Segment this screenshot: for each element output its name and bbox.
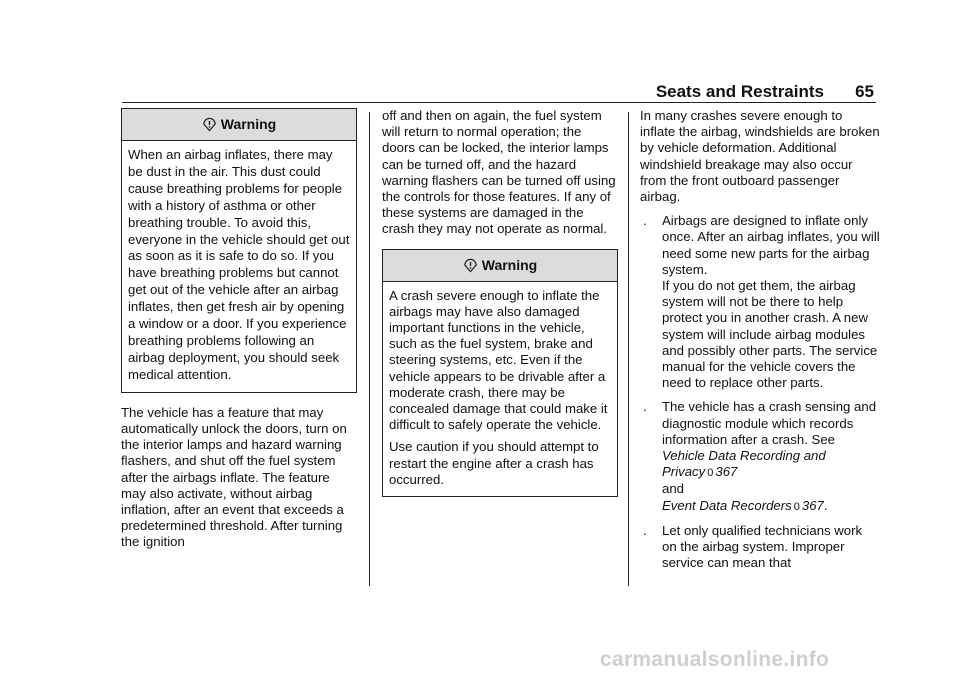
reference-link-vehicle-data[interactable]: Vehicle Data Recording and Privacy	[662, 448, 826, 480]
warning-text: When an airbag inflates, there may be dust in the air. This dust could cause breathing problems for people with a history of asthma or other breathing trouble. To avoid this, everyone in the vehicle should get out as soon as it is safe to do so. If you have breathing problems but cannot get out of the vehicle after an airbag inflates, then get fresh air by opening a window or a door. If you experience breathing problems following an airbag deployment, you should seek medical attention.	[128, 147, 350, 382]
page-ref-number[interactable]: 367	[715, 464, 738, 480]
warning-paragraph-2: Use caution if you should attempt to restart the engine after a crash has occurred.	[389, 439, 599, 487]
warning-header	[122, 109, 356, 141]
bullet-mark: .	[643, 399, 647, 415]
warning-box-crash-damage	[382, 249, 618, 497]
bullet-text-b: If you do not get them, the airbag system will not be there to help protect you in another crash. A new system will include airbag modules and possibly other parts. The service manual for the vehicle covers the need to replace other parts.	[662, 278, 878, 391]
page-ref-number[interactable]: 367	[801, 497, 824, 513]
body-paragraph: The vehicle has a feature that may automatically unlock the doors, turn on the interior lamps and hazard warning flashers, and shut off the fuel system after the airbags inflate. The feature may also activate, without airbag inflation, after an event that exceeds a predetermined threshold. After turning the ignition	[121, 404, 347, 550]
warning-icon	[463, 258, 478, 273]
bullet-text: The vehicle has a crash sensing and diagnostic module which records information after a crash. See	[662, 399, 877, 447]
bullet-list	[640, 213, 880, 571]
column-3	[640, 108, 880, 579]
period: .	[823, 497, 828, 513]
warning-header	[383, 250, 617, 282]
page-ref-arrow-icon: 0	[707, 467, 714, 480]
reference-link-event-data[interactable]: Event Data Recorders	[662, 497, 792, 513]
and-text: and	[662, 481, 685, 497]
warning-title: Warning	[481, 257, 538, 274]
warning-box-dust	[121, 108, 357, 393]
body-paragraph: off and then on again, the fuel system will return to normal operation; the doors can be locked, the interior lamps can be turned off, and the hazard warning flashers can be turned off using the controls for those features. If any of these systems are damaged in the crash they may not operate as normal.	[382, 108, 616, 237]
warning-icon	[202, 117, 217, 132]
page-ref-arrow-icon: 0	[793, 500, 800, 513]
bullet-mark: .	[643, 213, 647, 229]
warning-title: Warning	[220, 116, 277, 133]
intro-paragraph: In many crashes severe enough to inflate the airbag, windshields are broken by vehicle deformation. Additional windshield breakage may also occur from the front outboard passenger airbag.	[640, 108, 880, 205]
column-divider-1	[369, 112, 370, 586]
page-number: 65	[855, 82, 874, 101]
list-item	[640, 399, 880, 514]
column-divider-2	[628, 112, 629, 586]
column-2	[382, 108, 618, 497]
list-item	[640, 523, 880, 572]
warning-body	[122, 141, 356, 392]
bullet-mark: .	[643, 522, 647, 538]
page-header	[122, 80, 876, 103]
watermark: carmanualsonline.info	[600, 648, 830, 671]
column-1	[121, 108, 357, 551]
bullet-text: Let only qualified technicians work on the airbag system. Improper service can mean that	[662, 522, 863, 571]
list-item	[640, 213, 880, 391]
bullet-text-a: Airbags are designed to inflate only once. After an airbag inflates, you will need some new parts for the airbag system.	[662, 213, 880, 277]
warning-paragraph-1: A crash severe enough to inflate the airbags may have also damaged important functions in the vehicle, such as the fuel system, brake and steering systems, etc. Even if the vehicle appears to be drivable after a moderate crash, there may be concealed damage that could make it difficult to safely operate the vehicle.	[389, 287, 608, 433]
section-title: Seats and Restraints	[655, 82, 824, 101]
warning-body	[383, 282, 617, 496]
